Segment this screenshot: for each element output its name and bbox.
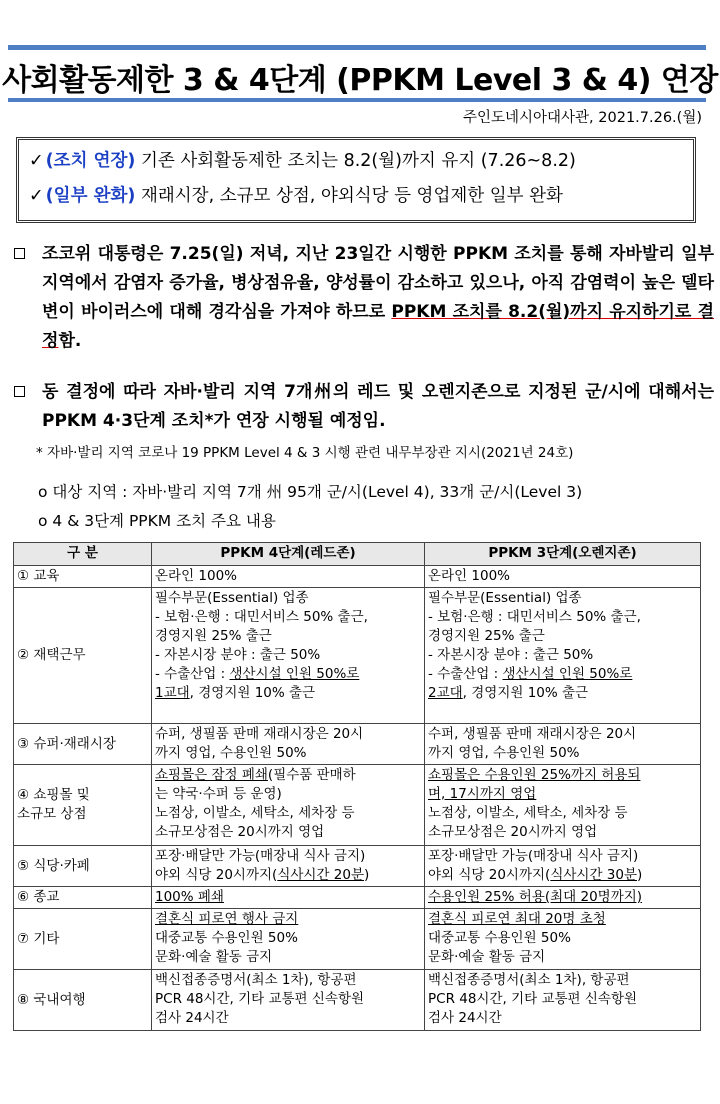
cell-text: 결혼식 피로연 행사 금지 bbox=[155, 911, 299, 927]
cell-text: 생산시설 인원 50%로 2교대 bbox=[428, 666, 633, 701]
table-cell-category: ③ 슈퍼·재래시장 bbox=[14, 724, 152, 765]
table-cell-level4 bbox=[152, 765, 425, 846]
table-cell-level4 bbox=[152, 887, 425, 909]
summary-item bbox=[29, 182, 563, 207]
footnote: * 자바·발리 지역 코로나 19 PPKM Level 4 & 3 시행 관련 내무부장관 지시(2021년 24호) bbox=[36, 445, 574, 461]
header-level3: PPKM 3단계(오렌지존) bbox=[425, 543, 701, 566]
cell-text: 백신접종증명서(최소 1차), 항공편 PCR 48시간, 기타 교통편 신속항원 검사 24시간 bbox=[155, 972, 365, 1026]
table-cell-level3 bbox=[425, 909, 701, 970]
header-level4: PPKM 4단계(레드존) bbox=[152, 543, 425, 566]
table-row bbox=[14, 724, 701, 765]
cell-text: 포장·배달만 가능(매장내 식사 금지) 야외 식당 20시까지( bbox=[155, 848, 366, 883]
table-cell-level4 bbox=[152, 724, 425, 765]
table-row bbox=[14, 909, 701, 970]
cell-text: ) bbox=[364, 867, 370, 883]
cell-text: 수퍼, 생필품 판매 재래시장은 20시 까지 영업, 수용인원 50% bbox=[428, 726, 637, 761]
table-cell-level4 bbox=[152, 909, 425, 970]
cell-text: , 경영지원 10% 출근 bbox=[189, 685, 316, 701]
table-cell-category: ⑥ 종교 bbox=[14, 887, 152, 909]
table-cell-level4 bbox=[152, 970, 425, 1031]
title-bottom-rule bbox=[8, 98, 706, 102]
check-icon: ✓ bbox=[29, 186, 44, 206]
table-row bbox=[14, 566, 701, 588]
table-cell-level4 bbox=[152, 566, 425, 588]
cell-text: 노점상, 이발소, 세탁소, 세차장 등 소규모상점은 20시까지 영업 bbox=[428, 805, 628, 840]
cell-text: 포장·배달만 가능(매장내 식사 금지) 야외 식당 20시까지( bbox=[428, 848, 639, 883]
check-icon: ✓ bbox=[29, 151, 44, 171]
table-cell-level3 bbox=[425, 566, 701, 588]
table-cell-level3 bbox=[425, 887, 701, 909]
cell-text: 온라인 100% bbox=[155, 568, 238, 584]
table-row bbox=[14, 765, 701, 846]
cell-text: 식사시간 30분 bbox=[550, 867, 638, 883]
table-cell-level3 bbox=[425, 765, 701, 846]
table-cell-level4 bbox=[152, 588, 425, 724]
table-row bbox=[14, 846, 701, 887]
table-cell-level3 bbox=[425, 588, 701, 724]
cell-text: 결혼식 피로연 최대 20명 초청 bbox=[428, 911, 606, 927]
table-cell-category: ① 교육 bbox=[14, 566, 152, 588]
cell-text: , 경영지원 10% 출근 bbox=[462, 685, 589, 701]
square-bullet-icon bbox=[14, 248, 25, 259]
cell-text: 백신접종증명서(최소 1차), 항공편 PCR 48시간, 기타 교통편 신속항원 검사 24시간 bbox=[428, 972, 638, 1026]
table-cell-category: ⑤ 식당·카페 bbox=[14, 846, 152, 887]
paragraph-1-text bbox=[42, 240, 714, 356]
cell-text: ) bbox=[637, 867, 643, 883]
header-category: 구 분 bbox=[14, 543, 152, 566]
table-header-row bbox=[14, 543, 701, 566]
table-cell-category: ⑦ 기타 bbox=[14, 909, 152, 970]
cell-text: 식사시간 20분 bbox=[277, 867, 365, 883]
cell-text: 수용인원 25% 허용(최대 20명까지) bbox=[428, 889, 643, 905]
table-cell-category: ④ 쇼핑몰 및 소규모 상점 bbox=[14, 765, 152, 846]
table-cell-category: ② 재택근무 bbox=[14, 588, 152, 724]
table-row bbox=[14, 887, 701, 909]
page-title: 사회활동제한 3 & 4단계 (PPKM Level 3 & 4) 연장 bbox=[2, 63, 718, 98]
summary-text: 재래시장, 소규모 상점, 야외식당 등 영업제한 일부 완화 bbox=[135, 186, 563, 206]
paragraph-2-text: 동 결정에 따라 자바·발리 지역 7개州의 레드 및 오렌지존으로 지정된 군/시에 대해서는 PPKM 4·3단계 조치*가 연장 시행될 예정임. bbox=[42, 382, 714, 431]
paragraph-1-part-a: 조코위 대통령은 7.25(일) 저녁, 지난 23일간 시행한 PPKM 조치를 통해 자바발리 일부 지역에서 감염자 증가율, 병상점유율, 양성률이 감소하고 있으나, 아직 감염력이 높은 델타변이 바이러스에 대해 경각심을 가져야 하므로 bbox=[42, 244, 714, 322]
cell-text: 온라인 100% bbox=[428, 568, 511, 584]
measures-table bbox=[13, 542, 701, 1031]
cell-text: 쇼핑몰은 수용인원 25%까지 허용되 며, 17시까지 영업 bbox=[428, 767, 641, 802]
paragraph-1-part-c: 함. bbox=[58, 331, 82, 351]
cell-text: 슈퍼, 생필품 판매 재래시장은 20시 까지 영업, 수용인원 50% bbox=[155, 726, 364, 761]
target-area-line: o 대상 지역 : 자바·발리 지역 7개 州 95개 군/시(Level 4), 33개 군/시(Level 3) bbox=[38, 483, 583, 501]
cell-text: 쇼핑몰은 잠정 폐쇄 bbox=[155, 767, 268, 783]
summary-text: 기존 사회활동제한 조치는 8.2(월)까지 유지 (7.26~8.2) bbox=[135, 151, 576, 171]
table-row bbox=[14, 588, 701, 724]
top-rule bbox=[8, 45, 706, 50]
measures-heading: o 4 & 3단계 PPKM 조치 주요 내용 bbox=[38, 512, 276, 530]
cell-text: 필수부문(Essential) 업종 - 보험·은행 : 대민서비스 50% 출근, 경영지원 25% 출근 - 자본시장 분야 : 출근 50% - 수출산업 : bbox=[428, 590, 641, 682]
cell-text: 대중교통 수용인원 50% 문화·예술 활동 금지 bbox=[155, 930, 298, 965]
table-cell-level4 bbox=[152, 846, 425, 887]
table-row bbox=[14, 970, 701, 1031]
cell-text: 필수부문(Essential) 업종 - 보험·은행 : 대민서비스 50% 출근, 경영지원 25% 출근 - 자본시장 분야 : 출근 50% - 수출산업 : bbox=[155, 590, 368, 682]
cell-text: 대중교통 수용인원 50% 문화·예술 활동 금지 bbox=[428, 930, 571, 965]
cell-text: 100% 폐쇄 bbox=[155, 889, 224, 905]
summary-item bbox=[29, 147, 576, 172]
summary-box bbox=[16, 137, 696, 223]
cell-text: 생산시설 인원 50%로 1교대 bbox=[155, 666, 360, 701]
table-cell-level3 bbox=[425, 846, 701, 887]
square-bullet-icon bbox=[14, 386, 25, 397]
cell-text: (필수품 판매하 는 약국·수퍼 등 운영) 노점상, 이발소, 세탁소, 세차장 등 소규모상점은 20시까지 영업 bbox=[155, 767, 356, 840]
summary-tag: (일부 완화) bbox=[45, 186, 136, 206]
summary-tag: (조치 연장) bbox=[45, 151, 136, 171]
dateline: 주인도네시아대사관, 2021.7.26.(월) bbox=[462, 110, 702, 126]
table-cell-level3 bbox=[425, 724, 701, 765]
paragraph-1-highlight: PPKM 조치를 8.2(월)까지 유지하기로 결정 bbox=[42, 302, 715, 351]
table-cell-category: ⑧ 국내여행 bbox=[14, 970, 152, 1031]
table-cell-level3 bbox=[425, 970, 701, 1031]
